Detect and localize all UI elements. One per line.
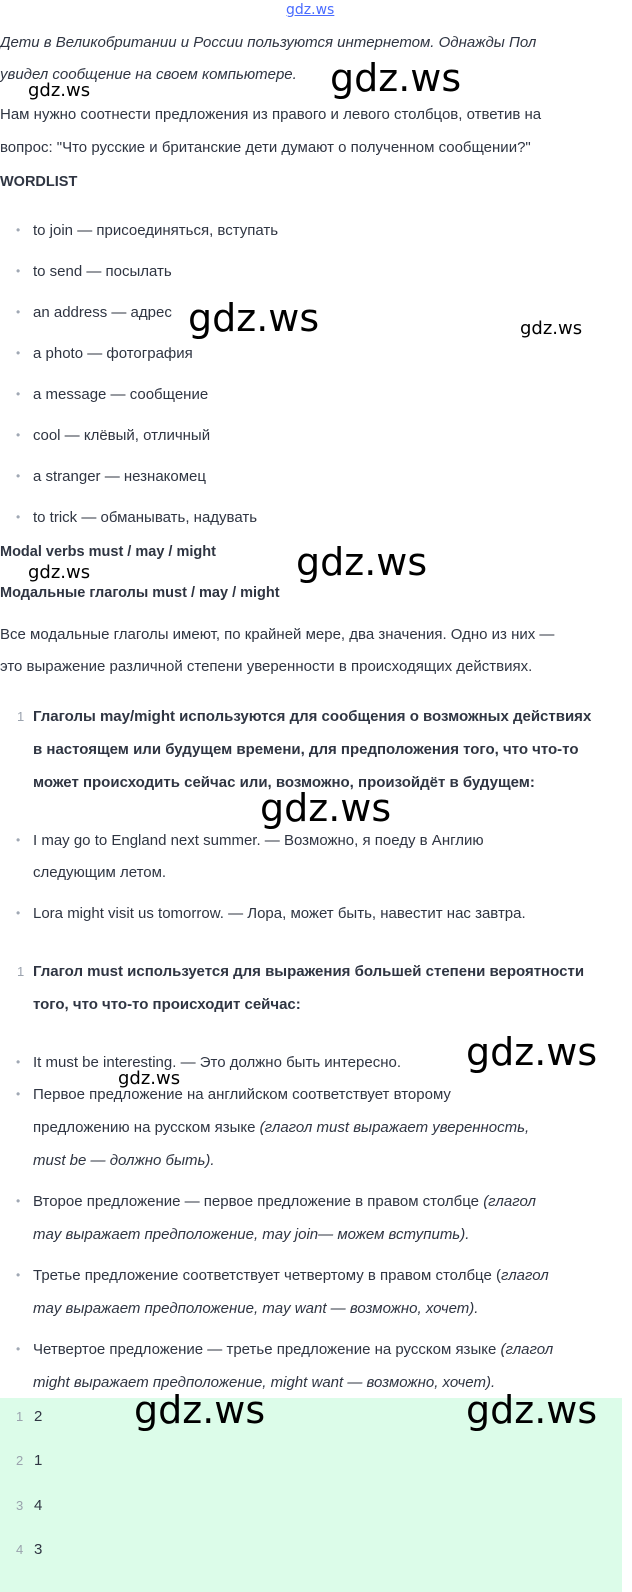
answer-value: 4 [34,1497,43,1514]
answer-number: 3 [16,1498,24,1513]
explanation-line [0,1218,628,1251]
explanation-item [0,1333,628,1366]
rule-text: Глагол must используется для выражения большей степени вероятности [33,963,585,980]
rule-number: 1 [17,964,25,979]
watermark: gdz.ws [28,80,91,101]
bullet-icon: • [16,469,21,483]
example-line [0,856,628,889]
wordlist-heading: WORDLIST [0,174,78,190]
answer-value: 2 [34,1408,43,1425]
grammar-para-line-1: Все модальные глаголы имеют, по крайней мере, два значения. Одно из них — [0,626,555,643]
explanation-text: may выражает предположение, may join— можем вступить). [33,1226,470,1243]
rule-text: в настоящем или будущем времени, для предположения того, что что-то [33,741,579,758]
grammar-heading-ru: Модальные глаголы must / may / might [0,585,280,601]
bullet-icon: • [16,906,21,920]
explanation-text: Первое предложение на английском соответствует второму [33,1086,451,1103]
explanation-text: may выражает предположение, may want — возможно, хочет). [33,1300,479,1317]
list-item [0,214,628,247]
rule-line [0,988,628,1021]
rule-text: Глаголы may/might используются для сообщения о возможных действиях [33,708,592,725]
list-item [0,255,628,288]
list-item-text: to trick — обманывать, надувать [33,509,258,526]
list-item-text: a message — сообщение [33,386,209,403]
explanation-text: Третье предложение соответствует четвертому в правом столбце (глагол [33,1267,549,1284]
explanation-text: Второе предложение — первое предложение в правом столбце (глагол [33,1193,536,1210]
bullet-icon: • [16,264,21,278]
answer-number: 4 [16,1542,24,1557]
watermark: gdz.ws [118,1068,181,1089]
rule-text: того, что что-то происходит сейчас: [33,996,301,1013]
bullet-icon: • [16,305,21,319]
watermark: gdz.ws [466,1388,598,1432]
rule-line [0,733,628,766]
intro-line-2: увидел сообщение на своем компьютере. [0,66,297,83]
list-item-text: to join — присоединяться, вступать [33,222,279,239]
intro-line-1: Дети в Великобритании и России пользуются интернетом. Однажды Пол [0,34,537,51]
watermark: gdz.ws [296,540,428,584]
watermark: gdz.ws [28,562,91,583]
rule-text: может происходить сейчас или, возможно, произойдёт в будущем: [33,774,535,791]
list-item [0,419,628,452]
bullet-icon: • [16,387,21,401]
bullet-icon: • [16,1194,21,1208]
answer-value: 3 [34,1541,43,1558]
explanation-item [0,1259,628,1292]
example-text: It must be interesting. — Это должно быть интересно. [33,1054,401,1071]
bullet-icon: • [16,510,21,524]
bullet-icon: • [16,1268,21,1282]
watermark: gdz.ws [330,56,462,100]
answer-value: 1 [34,1452,43,1469]
bullet-icon: • [16,346,21,360]
bullet-icon: • [16,1055,21,1069]
list-item [0,337,628,370]
example-text: Lora might visit us tomorrow. — Лора, может быть, навестит нас завтра. [33,905,526,922]
watermark: gdz.ws [188,296,320,340]
bullet-icon: • [16,1087,21,1101]
list-item-text: a photo — фотография [33,345,193,362]
answer-number: 2 [16,1453,24,1468]
example-text: I may go to England next summer. — Возможно, я поеду в Англию [33,832,484,849]
watermark: gdz.ws [134,1388,266,1432]
rule-number: 1 [17,709,25,724]
task-line-1: Нам нужно соотнести предложения из правого и левого столбцов, ответив на [0,106,542,123]
list-item [0,460,628,493]
example-text: следующим летом. [33,864,167,881]
list-item-text: a stranger — незнакомец [33,468,206,485]
list-item [0,378,628,411]
task-line-2: вопрос: "Что русские и британские дети думают о полученном сообщении?" [0,139,531,156]
watermark-link[interactable]: gdz.ws [286,2,335,18]
explanation-item [0,1185,628,1218]
bullet-icon: • [16,223,21,237]
bullet-icon: • [16,1342,21,1356]
explanation-line [0,1111,628,1144]
explanation-text: must be — должно быть). [33,1152,215,1169]
watermark: gdz.ws [520,318,583,339]
explanation-line [0,1144,628,1177]
rule-item [0,955,628,988]
answer-number: 1 [16,1409,24,1424]
bullet-icon: • [16,428,21,442]
grammar-heading-en: Modal verbs must / may / might [0,544,216,560]
list-item-text: an address — адрес [33,304,172,321]
explanation-text: предложению на русском языке (глагол must выражает уверенность, [33,1119,530,1136]
watermark: gdz.ws [466,1030,598,1074]
explanation-item [0,1078,628,1111]
explanation-text: Четвертое предложение — третье предложение на русском языке (глагол [33,1341,554,1358]
explanation-text: might выражает предположение, might want — возможно, хочет). [33,1374,496,1391]
list-item-text: to send — посылать [33,263,172,280]
list-item [0,501,628,534]
list-item-text: cool — клёвый, отличный [33,427,211,444]
explanation-line [0,1292,628,1325]
grammar-para-line-2: это выражение различной степени уверенности в происходящих действиях. [0,658,533,675]
watermark: gdz.ws [260,786,392,830]
bullet-icon: • [16,833,21,847]
example-item [0,897,628,930]
rule-item [0,700,628,733]
